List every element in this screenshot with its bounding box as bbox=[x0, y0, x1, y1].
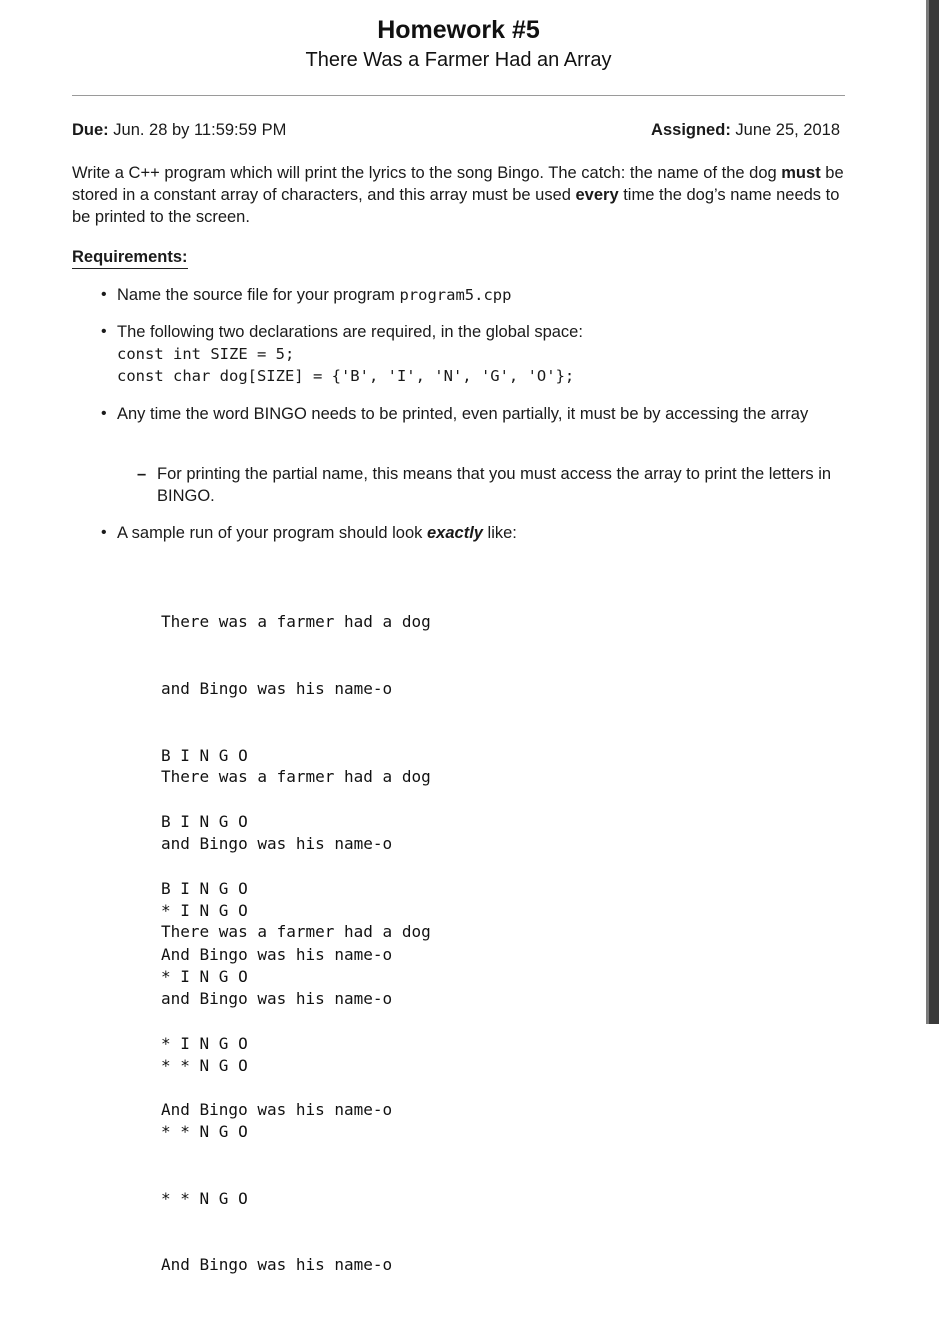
sample-line: * I N G O bbox=[161, 900, 248, 920]
assigned-date bbox=[651, 121, 840, 140]
sub-requirement-item bbox=[137, 463, 845, 507]
assigned-value: June 25, 2018 bbox=[735, 121, 840, 139]
sample-line: and Bingo was his name-o bbox=[161, 679, 393, 699]
bullet-icon: • bbox=[101, 323, 107, 340]
sample-line: * I N G O bbox=[161, 1033, 248, 1053]
due-label: Due: bbox=[72, 121, 109, 139]
intro-bold-must: must bbox=[781, 164, 821, 182]
requirement-text: Any time the word BINGO needs to be printed, even partially, it must be by accessing the array bbox=[117, 405, 809, 423]
sample-verse-3 bbox=[161, 877, 431, 1321]
code-line-dog: const char dog[SIZE] = {'B', 'I', 'N', 'G', 'O'}; bbox=[117, 367, 575, 385]
assigned-label: Assigned: bbox=[651, 121, 731, 139]
sub-requirement-text: For printing the partial name, this means that you must access the array to print the letters in BINGO. bbox=[157, 465, 832, 505]
dash-icon: – bbox=[137, 465, 147, 483]
viewer-scrollbar[interactable] bbox=[926, 0, 939, 1024]
sample-line: * * N G O bbox=[161, 1188, 248, 1208]
sample-line: There was a farmer had a dog bbox=[161, 612, 431, 632]
requirement-item bbox=[101, 403, 845, 425]
intro-paragraph bbox=[72, 162, 845, 228]
emphasis-exactly: exactly bbox=[427, 524, 483, 542]
sample-line: * * N G O bbox=[161, 1055, 248, 1075]
due-value: Jun. 28 by 11:59:59 PM bbox=[113, 121, 287, 139]
due-date bbox=[72, 121, 286, 140]
sample-line: And Bingo was his name-o bbox=[161, 1100, 393, 1120]
requirement-item bbox=[101, 284, 845, 306]
sample-line: And Bingo was his name-o bbox=[161, 945, 393, 965]
requirement-item bbox=[101, 321, 845, 387]
requirements-heading: Requirements: bbox=[72, 247, 188, 269]
bullet-icon: • bbox=[101, 524, 107, 541]
requirement-text: Name the source file for your program bbox=[117, 286, 400, 304]
sample-line: B I N G O bbox=[161, 745, 248, 765]
sample-line: There was a farmer had a dog bbox=[161, 922, 431, 942]
page-title: Homework #5 bbox=[377, 16, 540, 44]
code-line-size: const int SIZE = 5; bbox=[117, 345, 295, 363]
filename-code: program5.cpp bbox=[399, 286, 512, 304]
requirement-text: The following two declarations are required, in the global space: bbox=[117, 323, 583, 341]
sample-line: and Bingo was his name-o bbox=[161, 989, 393, 1009]
requirement-text: A sample run of your program should look bbox=[117, 524, 427, 542]
intro-text-3: time the dog’s name needs to be printed to the screen. bbox=[72, 186, 840, 226]
sample-line: And Bingo was his name-o bbox=[161, 1255, 393, 1275]
intro-text-1: Write a C++ program which will print the lyrics to the song Bingo. The catch: the name of the dog bbox=[72, 164, 782, 182]
requirement-text-tail: like: bbox=[482, 524, 517, 542]
bullet-icon: • bbox=[101, 405, 107, 422]
sample-line: and Bingo was his name-o bbox=[161, 834, 393, 854]
sample-line: * * N G O bbox=[161, 1122, 248, 1142]
bullet-icon: • bbox=[101, 286, 107, 303]
scrollbar-edge bbox=[926, 0, 929, 1024]
requirement-item bbox=[101, 522, 845, 544]
sample-line: B I N G O bbox=[161, 812, 248, 832]
intro-bold-every: every bbox=[575, 186, 619, 204]
sample-line: * I N G O bbox=[161, 967, 248, 987]
title-divider bbox=[72, 95, 845, 96]
sample-line: B I N G O bbox=[161, 878, 248, 898]
intro-text-2: be stored in a constant array of characters, and this array must be used bbox=[72, 164, 844, 204]
sample-line: There was a farmer had a dog bbox=[161, 767, 431, 787]
page-subtitle: There Was a Farmer Had an Array bbox=[305, 49, 612, 71]
